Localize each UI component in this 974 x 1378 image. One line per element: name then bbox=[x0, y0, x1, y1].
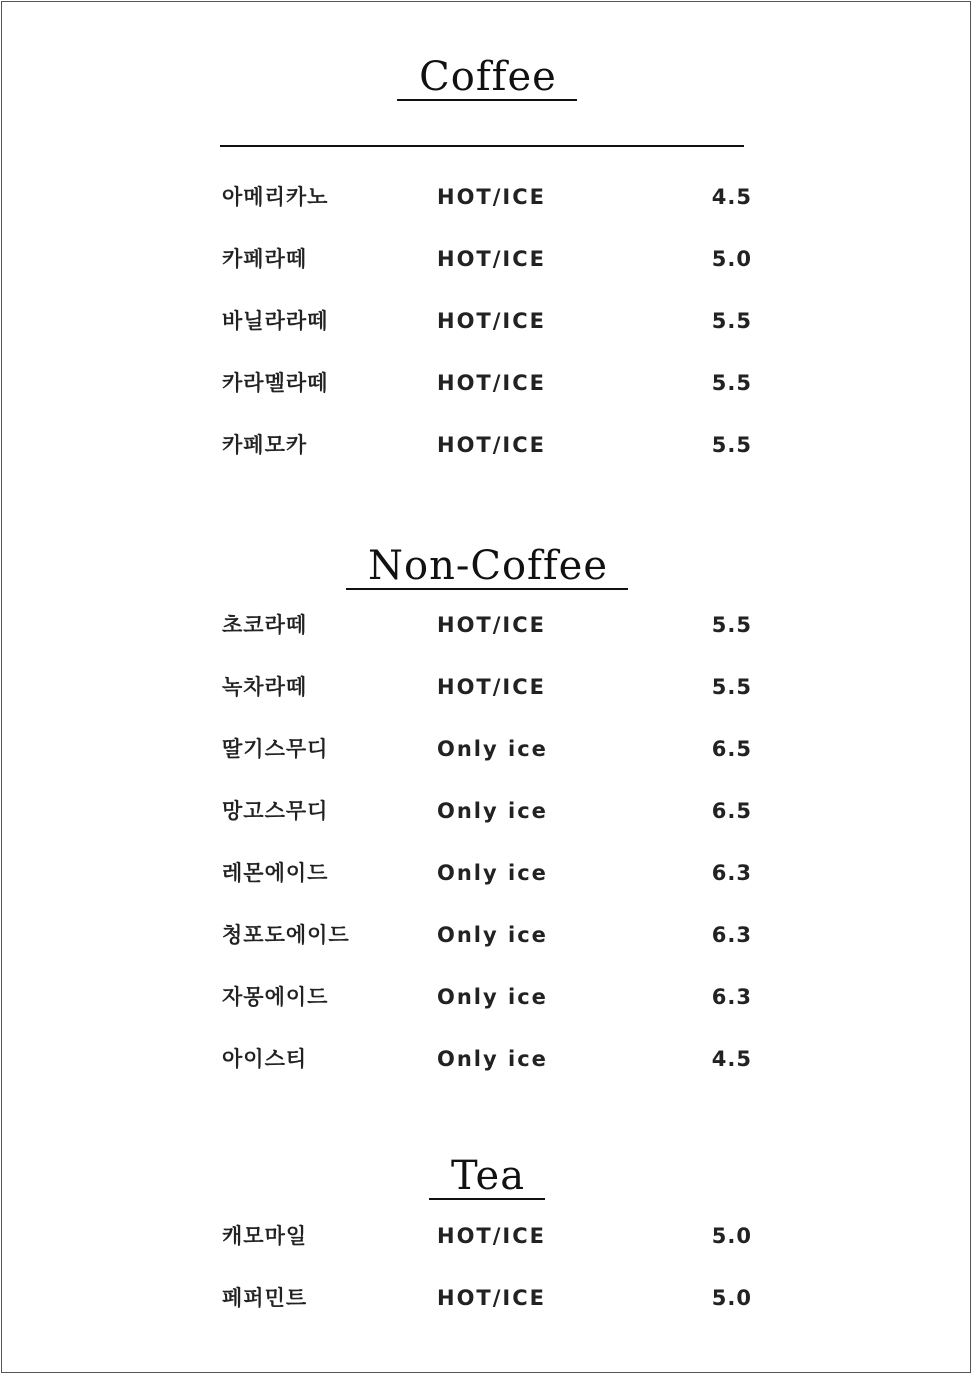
item-name: 아메리카노 bbox=[222, 185, 329, 209]
item-name: 자몽에이드 bbox=[222, 985, 329, 1009]
item-name: 아이스티 bbox=[222, 1047, 308, 1071]
item-price: 6.3 bbox=[711, 923, 752, 947]
menu-item bbox=[0, 244, 974, 274]
item-price: 6.3 bbox=[711, 861, 752, 885]
item-price: 5.0 bbox=[711, 247, 752, 271]
item-price: 6.5 bbox=[711, 799, 752, 823]
item-name: 카페라떼 bbox=[222, 247, 308, 271]
item-price: 4.5 bbox=[711, 185, 752, 209]
item-temperature: HOT/ICE bbox=[437, 247, 546, 271]
menu-item bbox=[0, 982, 974, 1012]
item-temperature: HOT/ICE bbox=[437, 675, 546, 699]
item-name: 카페모카 bbox=[222, 433, 308, 457]
item-price: 5.0 bbox=[711, 1286, 752, 1310]
item-temperature: Only ice bbox=[437, 923, 548, 947]
item-price: 5.5 bbox=[711, 433, 752, 457]
menu-item bbox=[0, 182, 974, 212]
section-divider bbox=[220, 145, 744, 147]
menu-item bbox=[0, 858, 974, 888]
item-name: 딸기스무디 bbox=[222, 737, 329, 761]
menu-item bbox=[0, 306, 974, 336]
section-title-text: Tea bbox=[429, 1154, 545, 1200]
item-name: 망고스무디 bbox=[222, 799, 329, 823]
item-name: 초코라떼 bbox=[222, 613, 308, 637]
item-name: 페퍼민트 bbox=[222, 1286, 308, 1310]
item-price: 6.3 bbox=[711, 985, 752, 1009]
item-price: 5.0 bbox=[711, 1224, 752, 1248]
menu-item bbox=[0, 920, 974, 950]
menu-item bbox=[0, 1044, 974, 1074]
item-name: 녹차라떼 bbox=[222, 675, 308, 699]
item-temperature: HOT/ICE bbox=[437, 1224, 546, 1248]
item-name: 캐모마일 bbox=[222, 1224, 308, 1248]
item-price: 4.5 bbox=[711, 1047, 752, 1071]
item-price: 5.5 bbox=[711, 371, 752, 395]
menu-item bbox=[0, 1221, 974, 1251]
menu-item bbox=[0, 734, 974, 764]
item-price: 5.5 bbox=[711, 675, 752, 699]
item-temperature: Only ice bbox=[437, 799, 548, 823]
item-name: 카라멜라떼 bbox=[222, 371, 329, 395]
item-temperature: HOT/ICE bbox=[437, 185, 546, 209]
menu-item bbox=[0, 430, 974, 460]
item-temperature: Only ice bbox=[437, 985, 548, 1009]
item-temperature: HOT/ICE bbox=[437, 613, 546, 637]
item-temperature: HOT/ICE bbox=[437, 309, 546, 333]
item-price: 5.5 bbox=[711, 309, 752, 333]
menu-item bbox=[0, 368, 974, 398]
section-title-text: Coffee bbox=[397, 55, 577, 101]
section-title-tea bbox=[0, 1153, 974, 1200]
item-name: 바닐라라떼 bbox=[222, 309, 329, 333]
item-temperature: Only ice bbox=[437, 1047, 548, 1071]
item-temperature: HOT/ICE bbox=[437, 371, 546, 395]
section-title-coffee bbox=[0, 54, 974, 101]
item-name: 레몬에이드 bbox=[222, 861, 329, 885]
menu-item bbox=[0, 672, 974, 702]
item-price: 5.5 bbox=[711, 613, 752, 637]
item-temperature: HOT/ICE bbox=[437, 1286, 546, 1310]
menu-item bbox=[0, 610, 974, 640]
item-temperature: HOT/ICE bbox=[437, 433, 546, 457]
menu-item bbox=[0, 1283, 974, 1313]
item-temperature: Only ice bbox=[437, 861, 548, 885]
item-price: 6.5 bbox=[711, 737, 752, 761]
menu-item bbox=[0, 796, 974, 826]
item-temperature: Only ice bbox=[437, 737, 548, 761]
section-title-non-coffee bbox=[0, 543, 974, 590]
section-title-text: Non-Coffee bbox=[346, 544, 628, 590]
item-name: 청포도에이드 bbox=[222, 923, 350, 947]
